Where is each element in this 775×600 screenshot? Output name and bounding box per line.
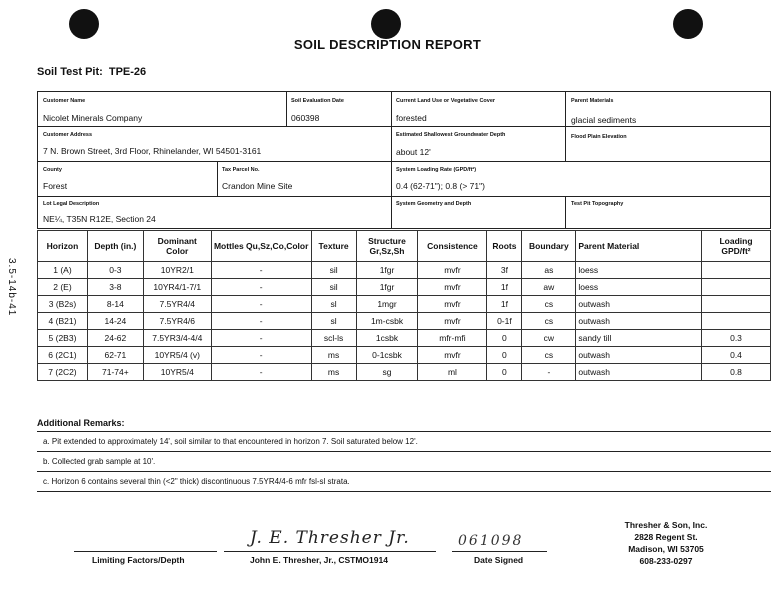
remarks-rule-0 bbox=[37, 431, 771, 432]
horizon-table bbox=[37, 230, 771, 381]
cell-consistence: mfr-mfi bbox=[418, 330, 487, 347]
cell-loading: 0.4 bbox=[702, 347, 771, 364]
date-signed-label: Date Signed bbox=[474, 555, 524, 565]
cell-consistence: ml bbox=[418, 364, 487, 381]
cell-texture: sil bbox=[311, 279, 356, 296]
topography-label: Test Pit Topography bbox=[571, 201, 624, 207]
header-row-divider-3 bbox=[37, 196, 771, 197]
table-row bbox=[38, 330, 771, 347]
cell-depth: 62-71 bbox=[87, 347, 143, 364]
report-title: SOIL DESCRIPTION REPORT bbox=[293, 37, 482, 52]
table-row bbox=[38, 313, 771, 330]
loading-rate: 0.4 (62-71"); 0.8 (> 71") bbox=[396, 181, 485, 191]
cell-structure: 1fgr bbox=[356, 262, 418, 279]
company-phone: 608-233-0297 bbox=[639, 556, 693, 566]
cell-structure: 1m-csbk bbox=[356, 313, 418, 330]
punch-hole-center bbox=[371, 9, 401, 39]
cell-depth: 0-3 bbox=[87, 262, 143, 279]
cell-mottles: - bbox=[211, 347, 311, 364]
col-texture: Texture bbox=[311, 231, 356, 262]
cell-mottles: - bbox=[211, 330, 311, 347]
cell-boundary: cs bbox=[522, 347, 576, 364]
company-address bbox=[606, 519, 726, 567]
cell-dominant-color: 10YR4/1-7/1 bbox=[143, 279, 211, 296]
header-col-divider-tax bbox=[217, 161, 218, 196]
cell-loading bbox=[702, 262, 771, 279]
customer-name: Nicolet Minerals Company bbox=[43, 113, 143, 123]
cell-horizon: 4 (B21) bbox=[38, 313, 88, 330]
cell-loading bbox=[702, 296, 771, 313]
soil-eval-date-label: Soil Evaluation Date bbox=[291, 98, 344, 104]
header-row-divider-2 bbox=[37, 161, 771, 162]
cell-parent-material: outwash bbox=[576, 364, 702, 381]
cell-dominant-color: 10YR5/4 bbox=[143, 364, 211, 381]
punch-hole-right bbox=[673, 9, 703, 39]
cell-roots: 0 bbox=[487, 347, 522, 364]
cell-parent-material: outwash bbox=[576, 296, 702, 313]
remark-b: b. Collected grab sample at 10'. bbox=[43, 457, 156, 466]
header-col-divider-main bbox=[391, 91, 392, 229]
cell-roots: 0 bbox=[487, 364, 522, 381]
county-label: County bbox=[43, 167, 62, 173]
cell-dominant-color: 10YR5/4 (v) bbox=[143, 347, 211, 364]
cell-dominant-color: 7.5YR3/4-4/4 bbox=[143, 330, 211, 347]
cell-mottles: - bbox=[211, 364, 311, 381]
cell-consistence: mvfr bbox=[418, 296, 487, 313]
cell-depth: 3-8 bbox=[87, 279, 143, 296]
cell-horizon: 2 (E) bbox=[38, 279, 88, 296]
cell-texture: sil bbox=[311, 262, 356, 279]
flood-plain-label: Flood Plain Elevation bbox=[571, 134, 627, 140]
cell-parent-material: outwash bbox=[576, 347, 702, 364]
cell-parent-material: loess bbox=[576, 262, 702, 279]
customer-name-label: Customer Name bbox=[43, 98, 86, 104]
limiting-rule bbox=[74, 551, 217, 552]
cell-consistence: mvfr bbox=[418, 262, 487, 279]
signature-rule bbox=[224, 551, 436, 552]
cell-texture: ms bbox=[311, 364, 356, 381]
cell-structure: 0-1csbk bbox=[356, 347, 418, 364]
cell-consistence: mvfr bbox=[418, 313, 487, 330]
customer-address: 7 N. Brown Street, 3rd Floor, Rhinelander, WI 54501-3161 bbox=[43, 146, 262, 156]
date-handwritten: 061098 bbox=[458, 533, 524, 549]
cell-roots: 1f bbox=[487, 296, 522, 313]
cell-depth: 8-14 bbox=[87, 296, 143, 313]
cell-roots: 3f bbox=[487, 262, 522, 279]
pit-value: TPE-26 bbox=[108, 66, 147, 78]
col-consistence: Consistence bbox=[418, 231, 487, 262]
punch-hole-left bbox=[69, 9, 99, 39]
cell-dominant-color: 7.5YR4/4 bbox=[143, 296, 211, 313]
side-code: 3.5-14b-41 bbox=[6, 258, 17, 317]
header-box bbox=[37, 91, 771, 229]
col-structure: Structure Gr,Sz,Sh bbox=[356, 231, 418, 262]
geometry-label: System Geometry and Depth bbox=[396, 201, 472, 207]
date-rule bbox=[452, 551, 547, 552]
col-roots: Roots bbox=[487, 231, 522, 262]
county: Forest bbox=[43, 181, 68, 191]
cell-mottles: - bbox=[211, 262, 311, 279]
parent-materials: glacial sediments bbox=[571, 115, 637, 125]
cell-texture: scl-ls bbox=[311, 330, 356, 347]
cell-boundary: aw bbox=[522, 279, 576, 296]
cell-texture: ms bbox=[311, 347, 356, 364]
cell-parent-material: outwash bbox=[576, 313, 702, 330]
cell-loading bbox=[702, 313, 771, 330]
land-use: forested bbox=[396, 113, 427, 123]
cell-horizon: 1 (A) bbox=[38, 262, 88, 279]
col-horizon: Horizon bbox=[38, 231, 88, 262]
header-col-divider-date bbox=[286, 91, 287, 126]
col-loading: Loading GPD/ft² bbox=[702, 231, 771, 262]
remarks-rule-2 bbox=[37, 471, 771, 472]
cell-roots: 1f bbox=[487, 279, 522, 296]
company-city: Madison, WI 53705 bbox=[628, 544, 704, 554]
groundwater: about 12' bbox=[396, 147, 431, 157]
cell-roots: 0-1f bbox=[487, 313, 522, 330]
table-row bbox=[38, 279, 771, 296]
cell-mottles: - bbox=[211, 296, 311, 313]
cell-texture: sl bbox=[311, 296, 356, 313]
cell-boundary: cs bbox=[522, 313, 576, 330]
table-row bbox=[38, 296, 771, 313]
cell-parent-material: sandy till bbox=[576, 330, 702, 347]
cell-loading: 0.8 bbox=[702, 364, 771, 381]
cell-consistence: mvfr bbox=[418, 279, 487, 296]
cell-boundary: cw bbox=[522, 330, 576, 347]
remarks-heading: Additional Remarks: bbox=[37, 418, 125, 428]
soil-test-pit bbox=[37, 66, 146, 78]
cell-horizon: 3 (B2s) bbox=[38, 296, 88, 313]
loading-rate-label: System Loading Rate (GPD/ft²) bbox=[396, 167, 477, 173]
cell-dominant-color: 10YR2/1 bbox=[143, 262, 211, 279]
remark-a: a. Pit extended to approximately 14', soil similar to that encountered in horizon 7. Soil saturated below 12'. bbox=[43, 437, 418, 446]
header-col-divider-right-2 bbox=[565, 196, 566, 229]
cell-depth: 14-24 bbox=[87, 313, 143, 330]
signer-name: John E. Thresher, Jr., CSTMO1914 bbox=[250, 555, 388, 565]
cell-loading: 0.3 bbox=[702, 330, 771, 347]
header-col-divider-right-1 bbox=[565, 91, 566, 161]
cell-structure: 1csbk bbox=[356, 330, 418, 347]
company-name: Thresher & Son, Inc. bbox=[624, 520, 708, 530]
cell-depth: 24-62 bbox=[87, 330, 143, 347]
remarks-rule-1 bbox=[37, 451, 771, 452]
cell-horizon: 7 (2C2) bbox=[38, 364, 88, 381]
table-row bbox=[38, 364, 771, 381]
signature: J. E. Thresher Jr. bbox=[250, 528, 410, 548]
customer-address-label: Customer Address bbox=[43, 132, 93, 138]
col-depth: Depth (in.) bbox=[87, 231, 143, 262]
cell-horizon: 5 (2B3) bbox=[38, 330, 88, 347]
limiting-factors-label: Limiting Factors/Depth bbox=[92, 555, 185, 565]
legal-description: NE¼, T35N R12E, Section 24 bbox=[43, 214, 156, 224]
cell-texture: sl bbox=[311, 313, 356, 330]
cell-dominant-color: 7.5YR4/6 bbox=[143, 313, 211, 330]
cell-mottles: - bbox=[211, 279, 311, 296]
col-mottles: Mottles Qu,Sz,Co,Color bbox=[211, 231, 311, 262]
pit-label: Soil Test Pit: bbox=[37, 66, 103, 78]
table-row bbox=[38, 262, 771, 279]
horizon-header-row bbox=[38, 231, 771, 262]
legal-label: Lot Legal Description bbox=[43, 201, 100, 207]
cell-depth: 71-74+ bbox=[87, 364, 143, 381]
cell-structure: 1mgr bbox=[356, 296, 418, 313]
cell-structure: 1fgr bbox=[356, 279, 418, 296]
tax-parcel: Crandon Mine Site bbox=[222, 181, 293, 191]
cell-boundary: cs bbox=[522, 296, 576, 313]
cell-consistence: mvfr bbox=[418, 347, 487, 364]
company-street: 2828 Regent St. bbox=[634, 532, 698, 542]
col-boundary: Boundary bbox=[522, 231, 576, 262]
cell-horizon: 6 (2C1) bbox=[38, 347, 88, 364]
parent-materials-label: Parent Materials bbox=[571, 98, 614, 104]
remarks-rule-3 bbox=[37, 491, 771, 492]
soil-eval-date: 060398 bbox=[291, 113, 320, 123]
cell-mottles: - bbox=[211, 313, 311, 330]
col-parent-material: Parent Material bbox=[576, 231, 702, 262]
land-use-label: Current Land Use or Vegetative Cover bbox=[396, 98, 496, 104]
cell-roots: 0 bbox=[487, 330, 522, 347]
remark-c: c. Horizon 6 contains several thin (<2" thick) discontinuous 7.5YR4/4-6 mfr fsl-sl strata. bbox=[43, 477, 350, 486]
cell-loading bbox=[702, 279, 771, 296]
groundwater-label: Estimated Shallowest Groundwater Depth bbox=[396, 132, 506, 138]
cell-parent-material: loess bbox=[576, 279, 702, 296]
table-row bbox=[38, 347, 771, 364]
cell-structure: sg bbox=[356, 364, 418, 381]
cell-boundary: - bbox=[522, 364, 576, 381]
tax-parcel-label: Tax Parcel No. bbox=[222, 167, 260, 173]
col-dominant-color: Dominant Color bbox=[143, 231, 211, 262]
header-row-divider-1 bbox=[37, 126, 771, 127]
cell-boundary: as bbox=[522, 262, 576, 279]
